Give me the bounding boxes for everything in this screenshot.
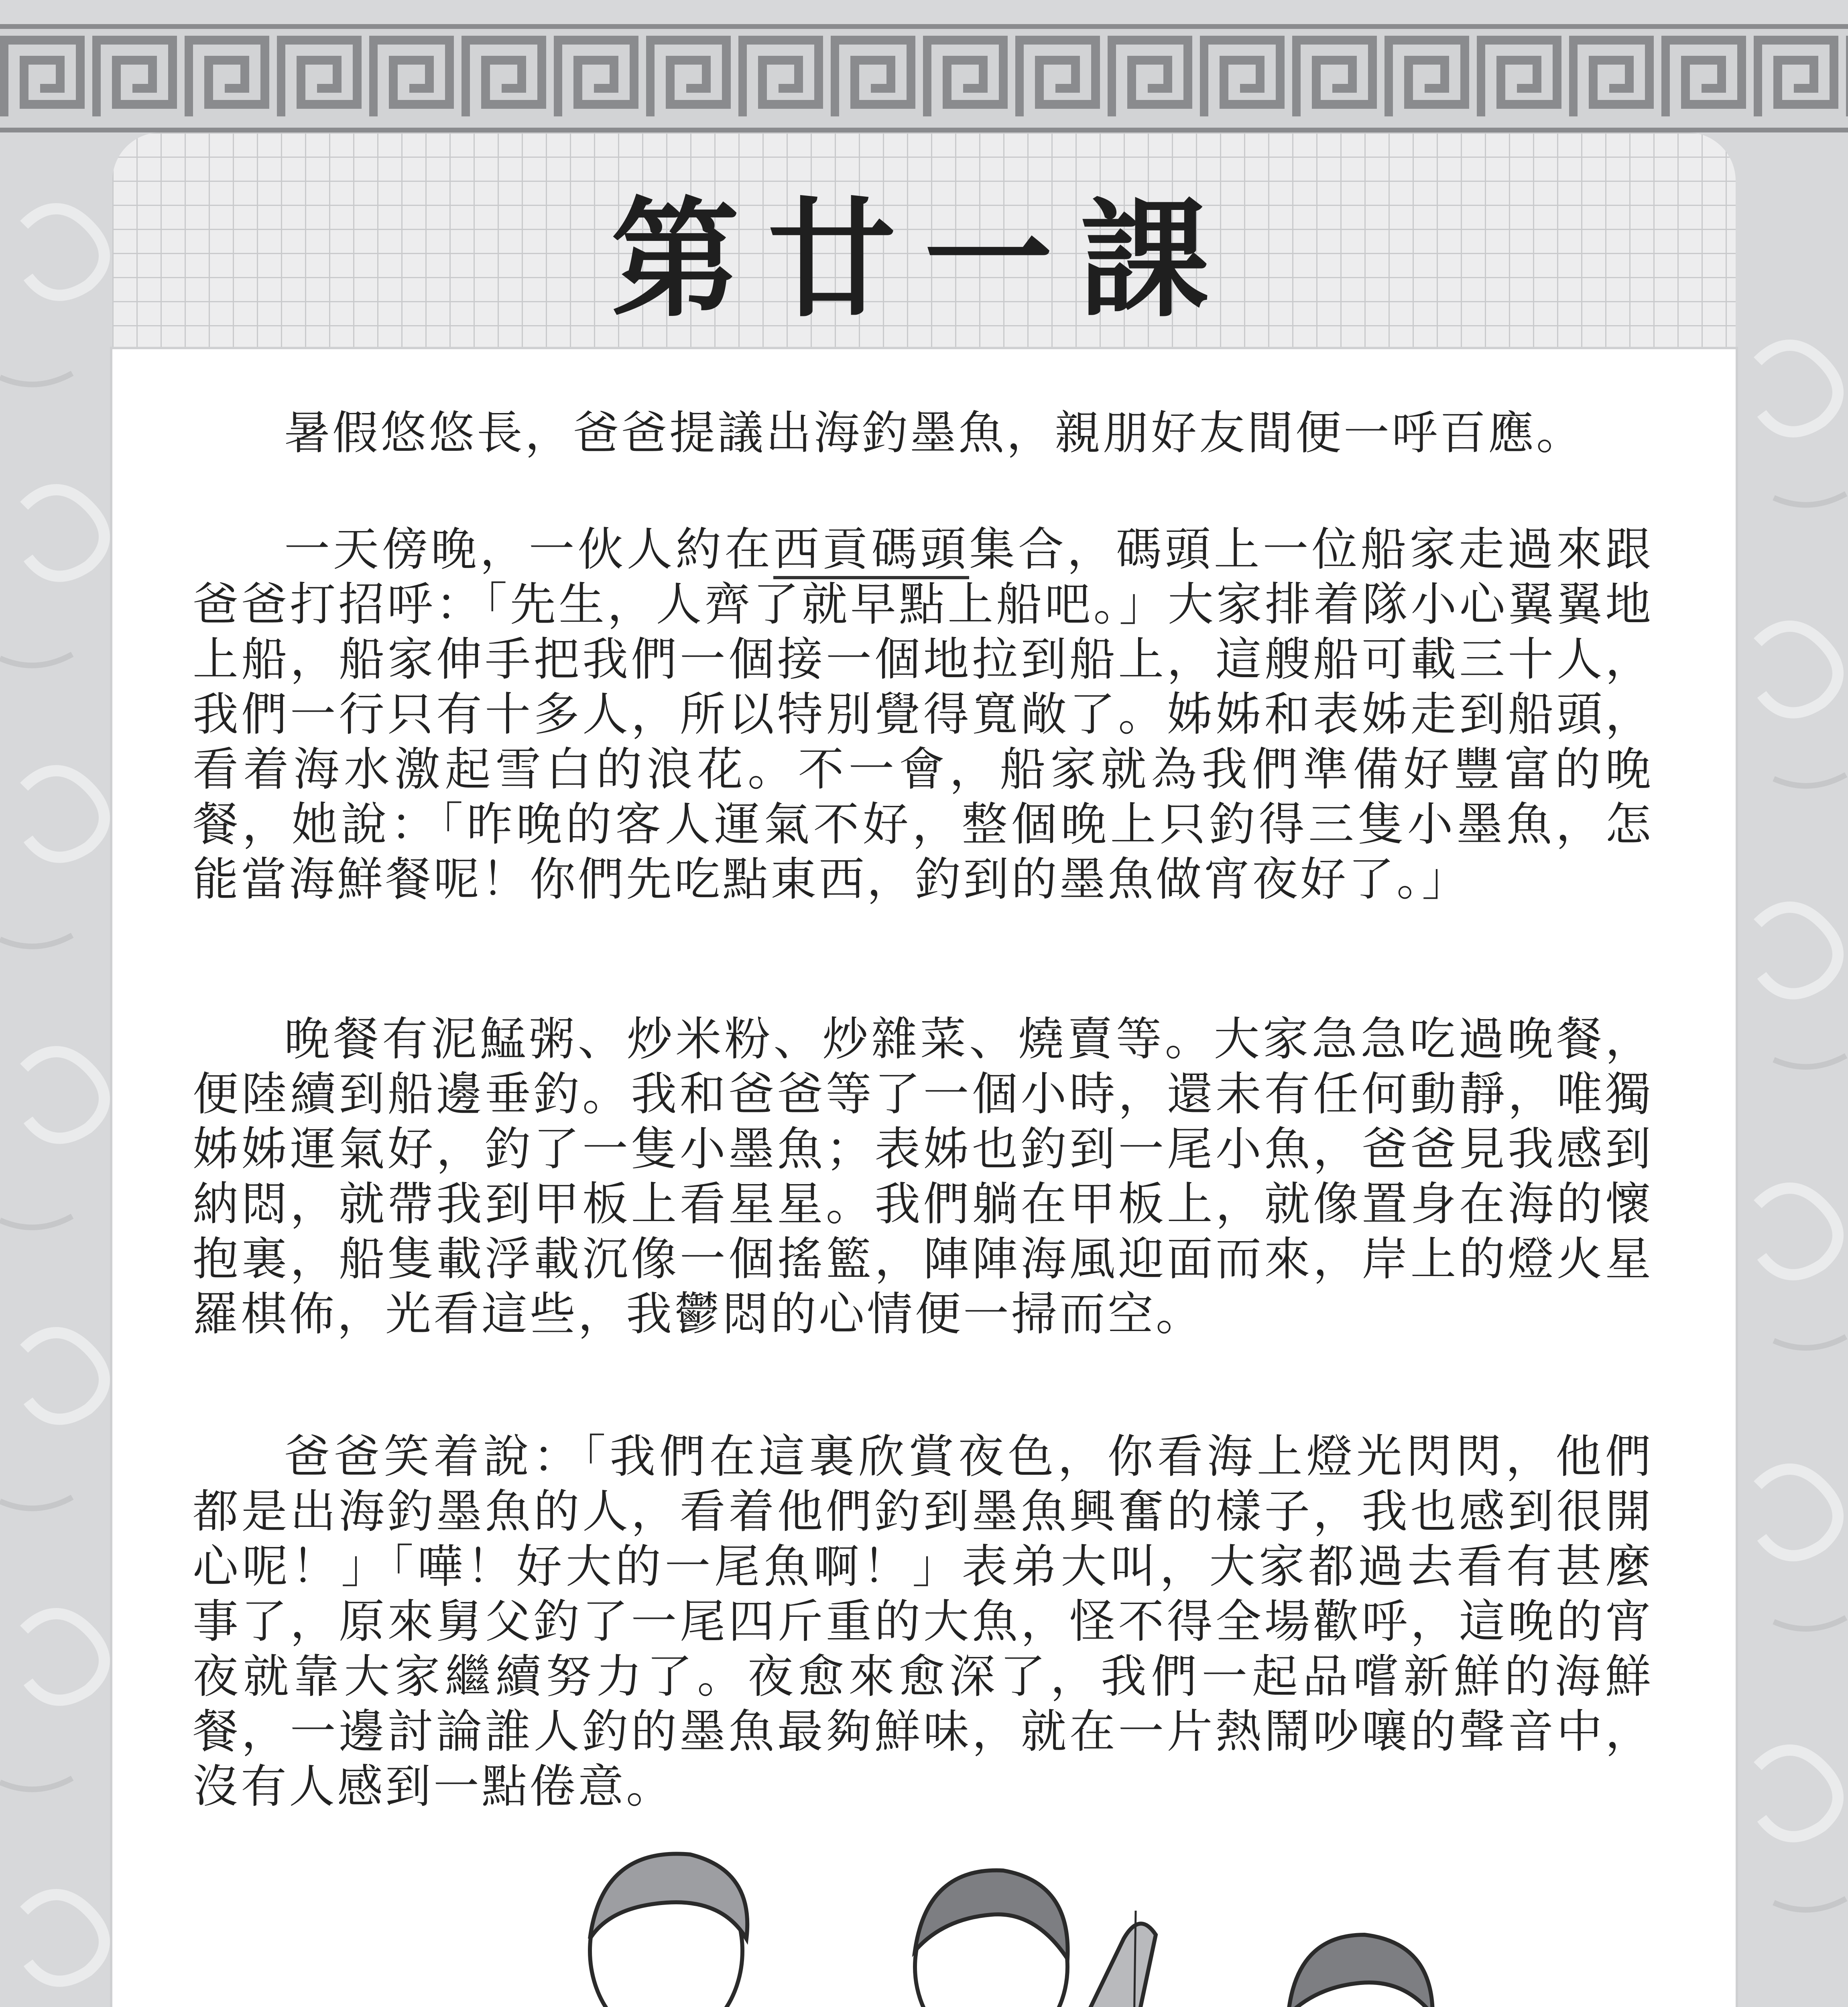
paragraph-3-text: 晚餐有泥鯭粥、炒米粉、炒雜菜、燒賣等。大家急急吃過晚餐，便陸續到船邊垂釣。我和爸爸等了一個小時，還未有任何動靜，唯獨姊姊運氣好，釣了一隻小墨魚；表姊也釣到一尾小魚，爸爸見我感到納悶，就帶我到甲板上看星星。我們躺在甲板上，就像置身在海的懷抱裏，船隻載浮載沉像一個搖籃，陣陣海風迎面而來，岸上的燈火星羅棋佈，光看這些，我鬱悶的心情便一掃而空。	[193, 1012, 1653, 1341]
family-fishing-illustration	[441, 1806, 1685, 2007]
paragraph-2-start: 一天傍晚，一伙人約在	[284, 523, 774, 576]
paragraph-3	[193, 1012, 1653, 1341]
lesson-title: 第廿一課	[611, 185, 1237, 335]
paragraph-2-rest: 集合，碼頭上一位船家走過來跟爸爸打招呼：「先生，人齊了就早點上船吧。」大家排着隊小心翼翼地上船，船家伸手把我們一個接一個地拉到船上，這艘船可載三十人，我們一行只有十多人，所以特別覺得寬敞了。姊姊和表姊走到船頭，看着海水激起雪白的浪花。不一會，船家就為我們準備好豐富的晚餐，她說：「昨晚的客人運氣不好，整個晚上只釣得三隻小墨魚，怎能當海鮮餐呢！你們先吃點東西，釣到的墨魚做宵夜好了。」	[193, 523, 1653, 906]
paragraph-4-text: 爸爸笑着說：「我們在這裏欣賞夜色，你看海上燈光閃閃，他們都是出海釣墨魚的人，看着他們釣到墨魚興奮的樣子，我也感到很開心呢！」「嘩！好大的一尾魚啊！」表弟大叫，大家都過去看有甚麼事了，原來舅父釣了一尾四斤重的大魚，怪不得全場歡呼，這晚的宵夜就靠大家繼續努力了。夜愈來愈深了，我們一起品嚐新鮮的海鮮餐，一邊討論誰人釣的墨魚最夠鮮味，就在一片熱鬧吵嚷的聲音中，沒有人感到一點倦意。	[193, 1430, 1653, 1813]
place-name-underlined: 西貢碼頭	[773, 523, 969, 579]
paragraph-2	[193, 522, 1653, 907]
paragraph-1-text: 暑假悠悠長，爸爸提議出海釣墨魚，親朋好友間便一呼百應。	[284, 406, 1585, 460]
paragraph-1	[193, 405, 1653, 460]
greek-key-border-top	[0, 24, 1848, 132]
paragraph-4	[193, 1429, 1653, 1814]
